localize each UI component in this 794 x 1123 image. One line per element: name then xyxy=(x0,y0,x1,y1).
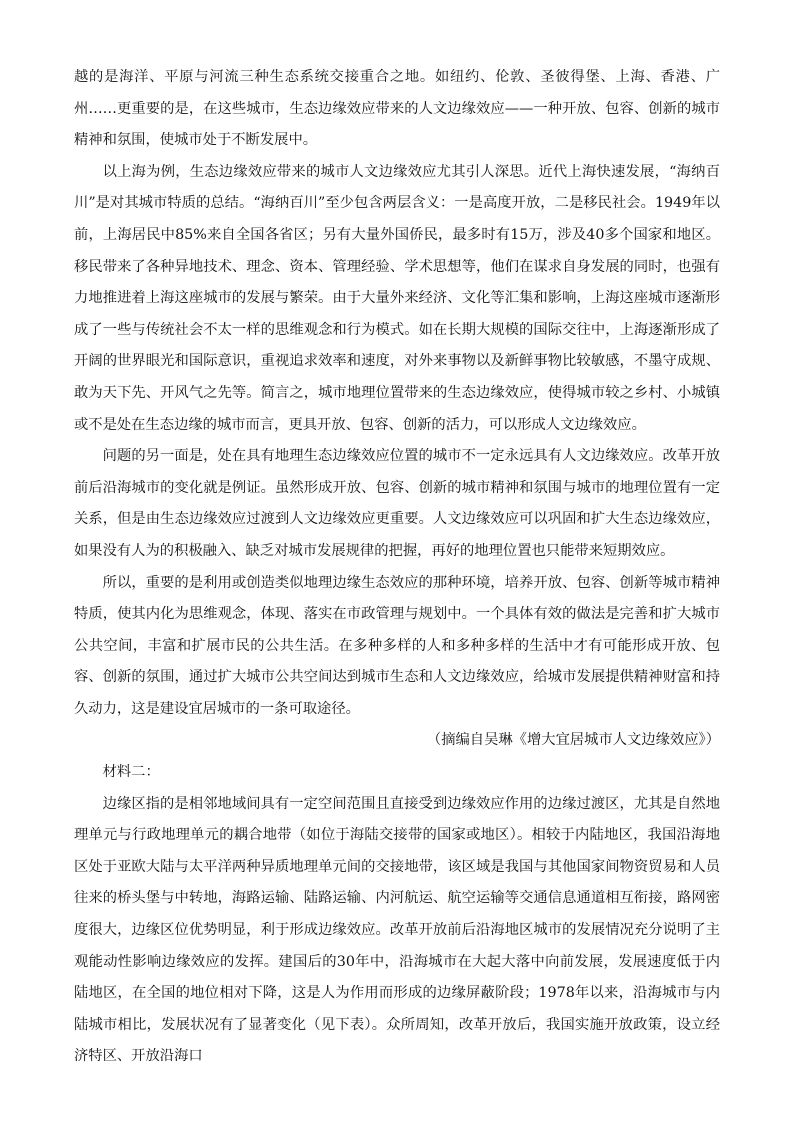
document-body xyxy=(74,62,720,1073)
paragraph-conclusion: 所以，重要的是利用或创造类似地理边缘生态效应的那种环境，培养开放、包容、创新等城市精神特质，使其内化为思维观念，体现、落实在市政管理与规划中。一个具体有效的做法是完善和扩大城市公共空间，丰富和扩展市民的公共生活。在多种多样的人和多种多样的生活中才有可能形成开放、包容、创新的氛围，通过扩大城市公共空间达到城市生态和人文边缘效应，给城市发展提供精神财富和持久动力，这是建设宜居城市的一条可取途径。 xyxy=(74,574,720,717)
paragraph-continuation: 越的是海洋、平原与河流三种生态系统交接重合之地。如纽约、伦敦、圣彼得堡、上海、香港、广州……更重要的是，在这些城市，生态边缘效应带来的人文边缘效应——一种开放、包容、创新的城市精神和氛围，使城市处于不断发展中。 xyxy=(74,69,720,149)
paragraph-shanghai-example: 以上海为例，生态边缘效应带来的城市人文边缘效应尤其引人深思。近代上海快速发展，“海纳百川”是对其城市特质的总结。“海纳百川”至少包含两层含义：一是高度开放，二是移民社会。1949年以前，上海居民中85%来自全国各省区；另有大量外国侨民，最多时有15万，涉及40多个国家和地区。移民带来了各种异地技术、理念、资本、管理经验、学术思想等，他们在谋求自身发展的同时，也强有力地推进着上海这座城市的发展与繁荣。由于大量外来经济、文化等汇集和影响，上海这座城市逐渐形成了一些与传统社会不太一样的思维观念和行为模式。如在长期大规模的国际交往中，上海逐渐形成了开阔的世界眼光和国际意识，重视追求效率和速度，对外来事物以及新鲜事物比较敏感，不墨守成规、敢为天下先、开风气之先等。简言之，城市地理位置带来的生态边缘效应，使得城市较之乡村、小城镇或不是处在生态边缘的城市而言，更具开放、包容、创新的活力，可以形成人文边缘效应。 xyxy=(74,163,720,433)
material-two-label: 材料二： xyxy=(102,764,160,781)
paragraph-material-two: 边缘区指的是相邻地域间具有一定空间范围且直接受到边缘效应作用的边缘过渡区，尤其是自然地理单元与行政地理单元的耦合地带（如位于海陆交接带的国家或地区）。相较于内陆地区，我国沿海地区处于亚欧大陆与太平洋两种异质地理单元间的交接地带，该区域是我国与其他国家间物资贸易和人员往来的桥头堡与中转地，海路运输、陆路运输、内河航运、航空运输等交通信息通道相互衔接，路网密度很大，边缘区位优势明显，利于形成边缘效应。改革开放前后沿海地区城市的发展情况充分说明了主观能动性影响边缘效应的发挥。建国后的30年中，沿海城市在大起大落中向前发展，发展速度低于内陆地区，在全国的地位相对下降，这是人为作用而形成的边缘屏蔽阶段；1978年以来，沿海城市与内陆城市相比，发展状况有了显著变化（见下表）。众所周知，改革开放后，我国实施开放政策，设立经济特区、开放沿海口 xyxy=(74,795,720,1065)
paragraph-other-side: 问题的另一面是，处在具有地理生态边缘效应位置的城市不一定永远具有人文边缘效应。改革开放前后沿海城市的变化就是例证。虽然形成开放、包容、创新的城市精神和氛围与城市的地理位置有一定关系，但是由生态边缘效应过渡到人文边缘效应更重要。人文边缘效应可以巩固和扩大生态边缘效应，如果没有人为的积极融入、缺乏对城市发展规律的把握，再好的地理位置也只能带来短期效应。 xyxy=(74,448,720,559)
source-citation: （摘编自吴琳《增大宜居城市人文边缘效应》） xyxy=(426,732,720,749)
